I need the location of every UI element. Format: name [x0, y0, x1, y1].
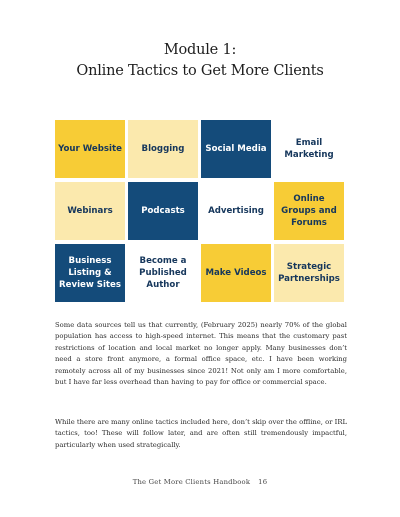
tile-email-marketing: Email Marketing [274, 120, 344, 178]
body-paragraph-1: Some data sources tell us that currently, (February 2025) nearly 70% of the global population has access to high-speed internet. This means that the customary past restrictions of location and local market no longer apply. Many businesses don’t need a store front anymore, a formal office space, etc. I have been working remotely across all of my businesses since 2021! Not only am I more comfortable, but I have far less overhead than having to pay for office or commercial space. [55, 321, 347, 387]
tactics-grid [55, 120, 345, 302]
tile-advertising: Advertising [201, 182, 271, 240]
tile-become-published-author: Become a Published Author [128, 244, 198, 302]
module-number-heading: Module 1: [163, 42, 237, 58]
tile-your-website: Your Website [55, 120, 125, 178]
footer-page-number: 16 [258, 478, 268, 486]
tile-webinars: Webinars [55, 182, 125, 240]
tile-podcasts: Podcasts [128, 182, 198, 240]
tile-make-videos: Make Videos [201, 244, 271, 302]
module-title-heading: Online Tactics to Get More Clients [76, 63, 324, 79]
tile-online-groups-forums: Online Groups and Forums [274, 182, 344, 240]
tile-strategic-partnerships: Strategic Partnerships [274, 244, 344, 302]
footer-book-title: The Get More Clients Handbook [132, 478, 251, 486]
page-footer [0, 478, 400, 486]
body-paragraph-2: While there are many online tactics included here, don’t skip over the offline, or IRL tactics, too! These will follow later, and are often still tremendously impactful, particularly when used strategically. [55, 418, 347, 449]
tile-social-media: Social Media [201, 120, 271, 178]
tile-business-listing-review-sites: Business Listing & Review Sites [55, 244, 125, 302]
tile-blogging: Blogging [128, 120, 198, 178]
